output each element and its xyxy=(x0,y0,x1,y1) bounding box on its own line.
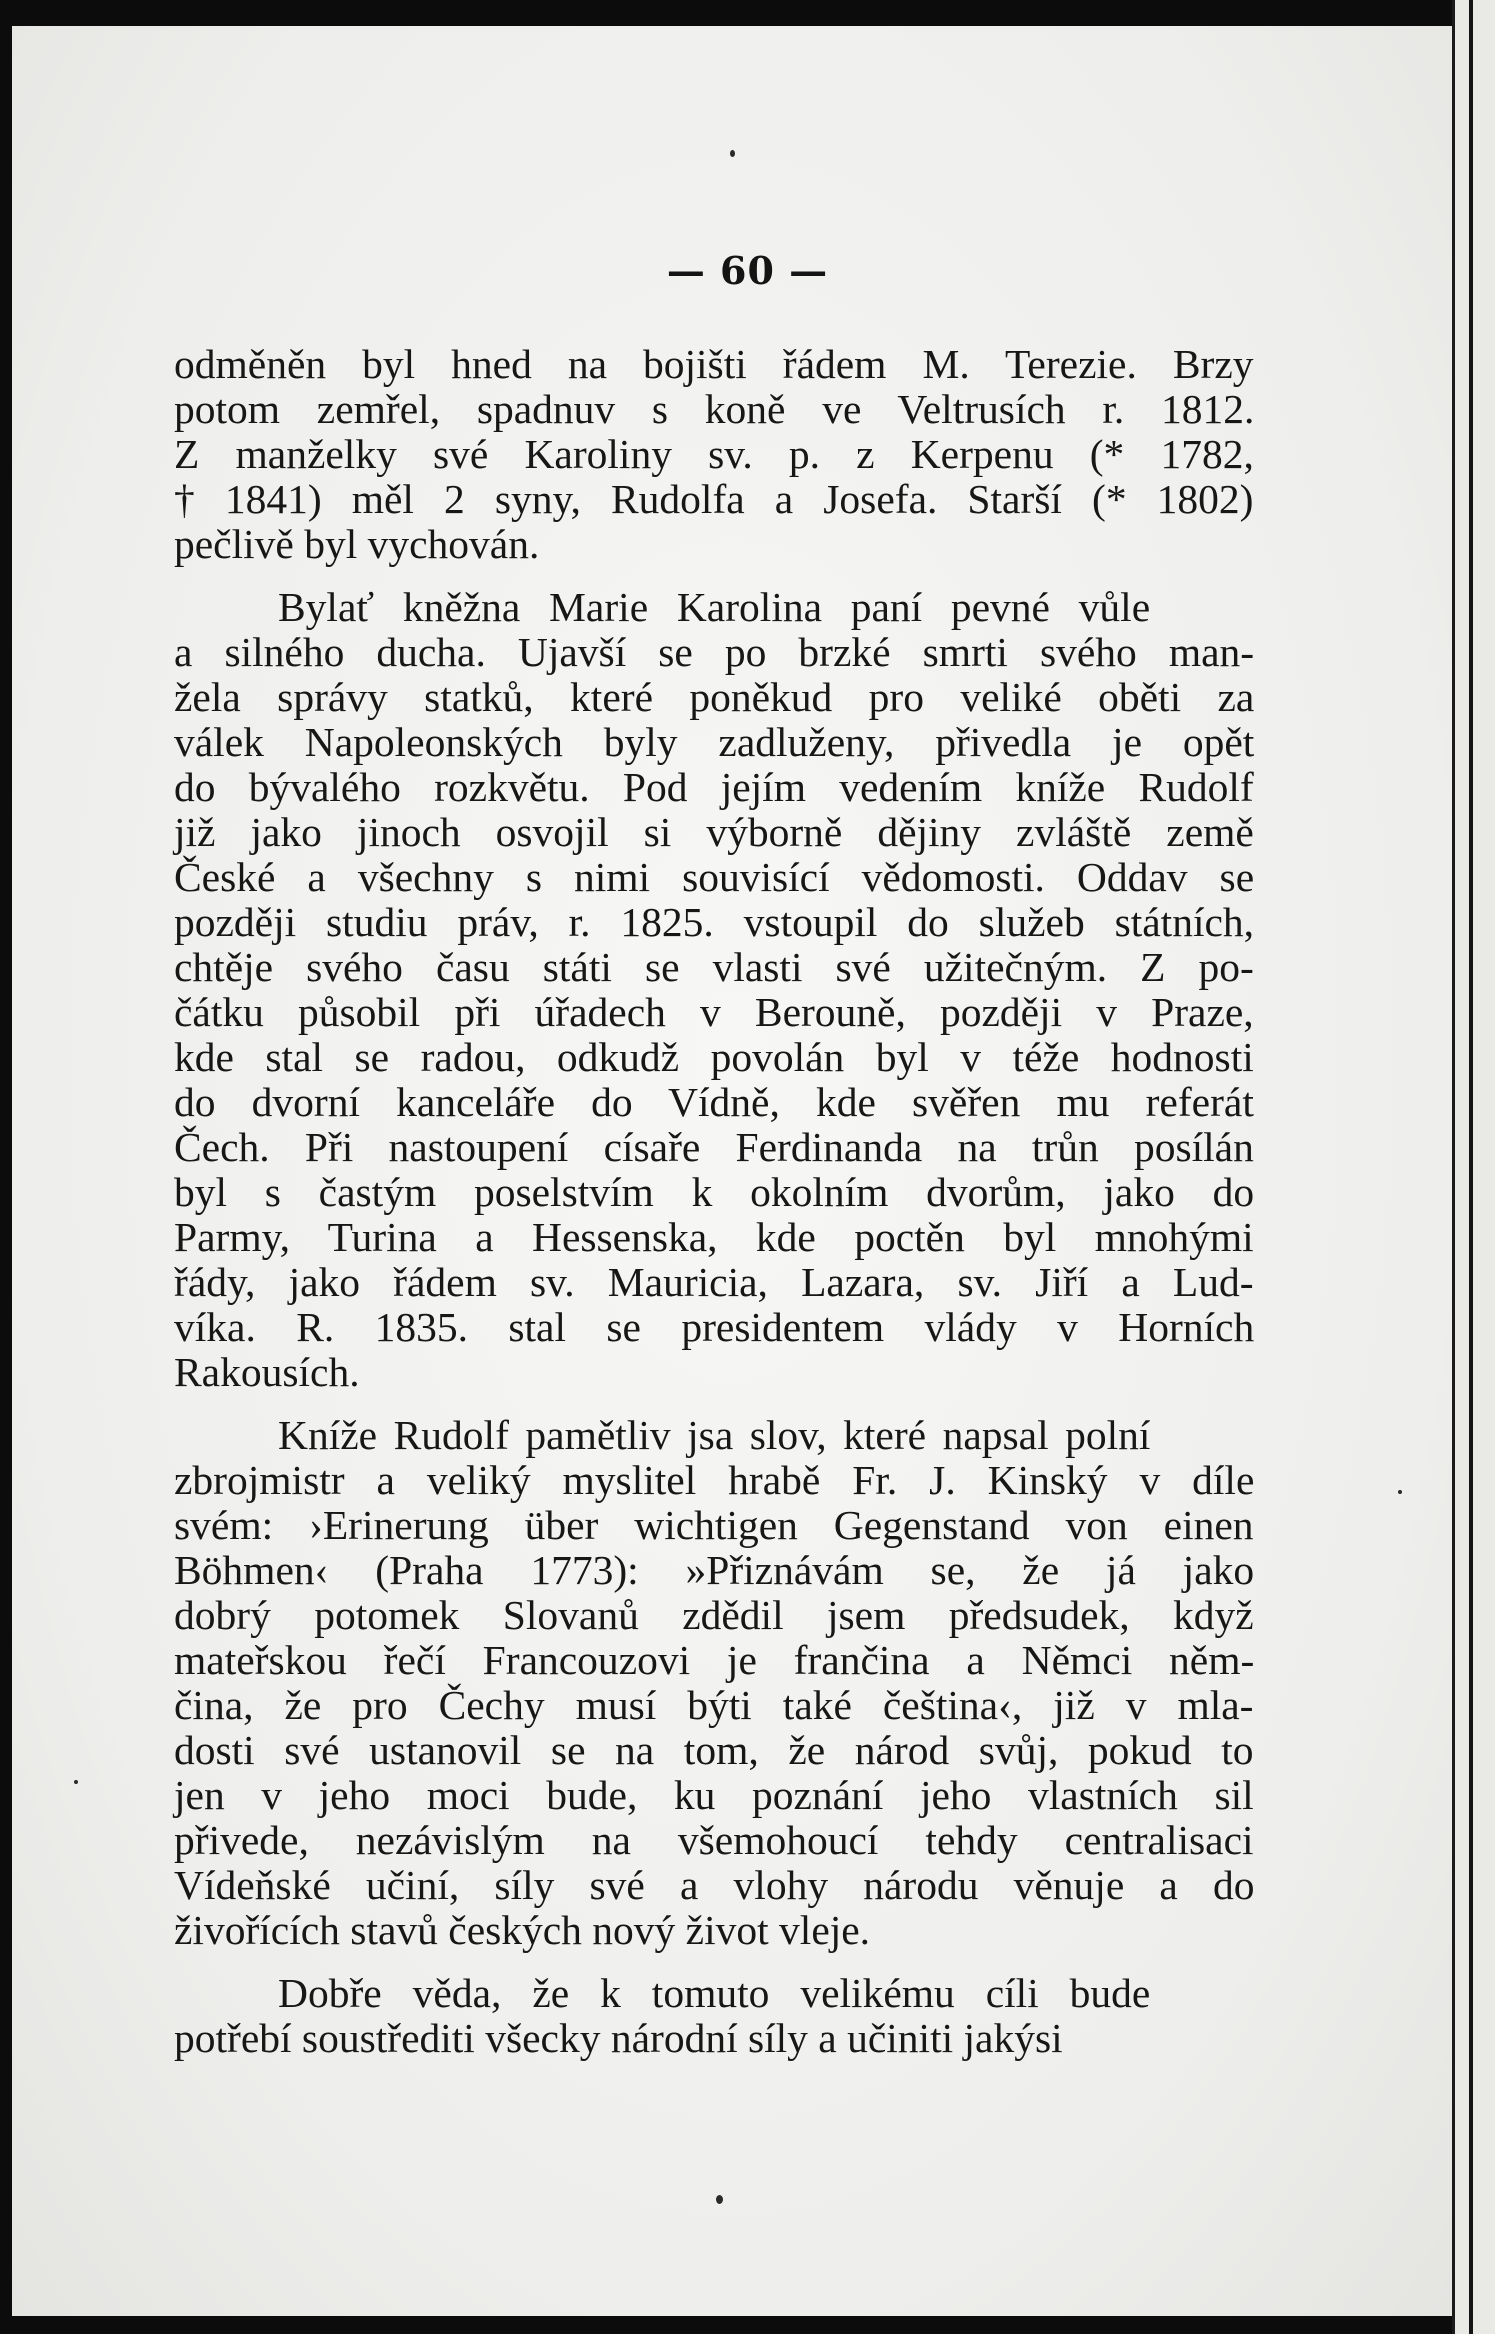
paragraph-gap xyxy=(174,567,1254,585)
text-line: potřebí soustřediti všecky národní síly a učiniti jakýsi xyxy=(174,2015,1063,2061)
text-line: dobrý potomek Slovanů zdědil jsem předsudek, když xyxy=(174,1592,1254,1638)
text-line: živořících stavů českých nový život vleje. xyxy=(174,1907,871,1953)
text-line: byl s častým poselstvím k okolním dvorům, jako do xyxy=(174,1169,1255,1215)
text-line: přivede, nezávislým na všemohoucí tehdy centralisaci xyxy=(174,1817,1254,1863)
paragraph xyxy=(174,342,1254,567)
text-line: jen v jeho moci bude, ku poznání jeho vlastních sil xyxy=(174,1772,1254,1818)
text-line: Z manželky své Karoliny sv. p. z Kerpenu (* 1782, xyxy=(174,431,1254,477)
text-line: pečlivě byl vychován. xyxy=(174,521,540,567)
text-line: víka. R. 1835. stal se presidentem vlády v Horních xyxy=(174,1304,1255,1350)
text-line: později studiu práv, r. 1825. vstoupil do služeb státních, xyxy=(174,899,1255,945)
text-line: do bývalého rozkvětu. Pod jejím vedením kníže Rudolf xyxy=(174,764,1254,810)
print-speck xyxy=(1398,1490,1402,1494)
text-line: Čech. Při nastoupení císaře Ferdinanda na trůn posílán xyxy=(174,1124,1254,1170)
text-line: Dobře věda, že k tomuto velikému cíli bude xyxy=(278,1970,1151,2016)
text-line: chtěje svého času státi se vlasti své užitečným. Z po- xyxy=(174,944,1254,990)
print-speck xyxy=(730,150,735,157)
text-line: kde stal se radou, odkudž povolán byl v téže hodnosti xyxy=(174,1034,1254,1080)
text-line: Bylať kněžna Marie Karolina paní pevné vůle xyxy=(278,584,1151,630)
text-line: České a všechny s nimi souvisící vědomosti. Oddav se xyxy=(174,854,1255,900)
text-line: odměněn byl hned na bojišti řádem M. Terezie. Brzy xyxy=(174,341,1254,387)
text-line: potom zemřel, spadnuv s koně ve Veltrusích r. 1812. xyxy=(174,386,1255,432)
text-line: čátku působil při úřadech v Berouně, později v Praze, xyxy=(174,989,1254,1035)
paragraph-gap xyxy=(174,1953,1254,1971)
text-line: † 1841) měl 2 syny, Rudolfa a Josefa. Starší (* 1802) xyxy=(174,476,1254,522)
text-line: čina, že pro Čechy musí býti také čeština‹, již v mla- xyxy=(174,1682,1254,1728)
text-line: Vídeňské učiní, síly své a vlohy národu věnuje a do xyxy=(174,1862,1255,1908)
text-line: Parmy, Turina a Hessenska, kde poctěn byl mnohými xyxy=(174,1214,1254,1260)
text-line: Kníže Rudolf pamětliv jsa slov, které napsal polní xyxy=(278,1412,1151,1458)
edge-rule xyxy=(1469,0,1473,2334)
text-line: do dvorní kanceláře do Vídně, kde svěřen mu referát xyxy=(174,1079,1254,1125)
page-number: — 60 — xyxy=(666,248,829,293)
text-line: válek Napoleonských byly zadluženy, přivedla je opět xyxy=(174,719,1255,765)
print-speck xyxy=(74,1780,78,1784)
text-line: Böhmen‹ (Praha 1773): »Přiznávám se, že já jako xyxy=(174,1547,1255,1593)
paragraph-gap xyxy=(174,1395,1254,1413)
paragraph xyxy=(174,1413,1254,1953)
paragraph xyxy=(174,1971,1254,2061)
body-text xyxy=(174,342,1254,2061)
text-line: již jako jinoch osvojil si výborně dějiny zvláště země xyxy=(174,809,1254,855)
text-line: mateřskou řečí Francouzovi je frančina a Němci něm- xyxy=(174,1637,1255,1683)
text-line: Rakousích. xyxy=(174,1349,360,1395)
text-line: žela správy statků, které poněkud pro veliké oběti za xyxy=(174,674,1255,720)
text-line: zbrojmistr a veliký myslitel hrabě Fr. J. Kinský v díle xyxy=(174,1457,1255,1503)
text-line: dosti své ustanovil se na tom, že národ svůj, pokud to xyxy=(174,1727,1254,1773)
print-speck xyxy=(716,2195,723,2204)
adjacent-page-edge xyxy=(1452,0,1495,2334)
text-line: svém: ›Erinerung über wichtigen Gegenstand von einen xyxy=(174,1502,1254,1548)
text-line: a silného ducha. Ujavší se po brzké smrti svého man- xyxy=(174,629,1255,675)
paragraph xyxy=(174,585,1254,1395)
text-line: řády, jako řádem sv. Mauricia, Lazara, sv. Jiří a Lud- xyxy=(174,1259,1254,1305)
